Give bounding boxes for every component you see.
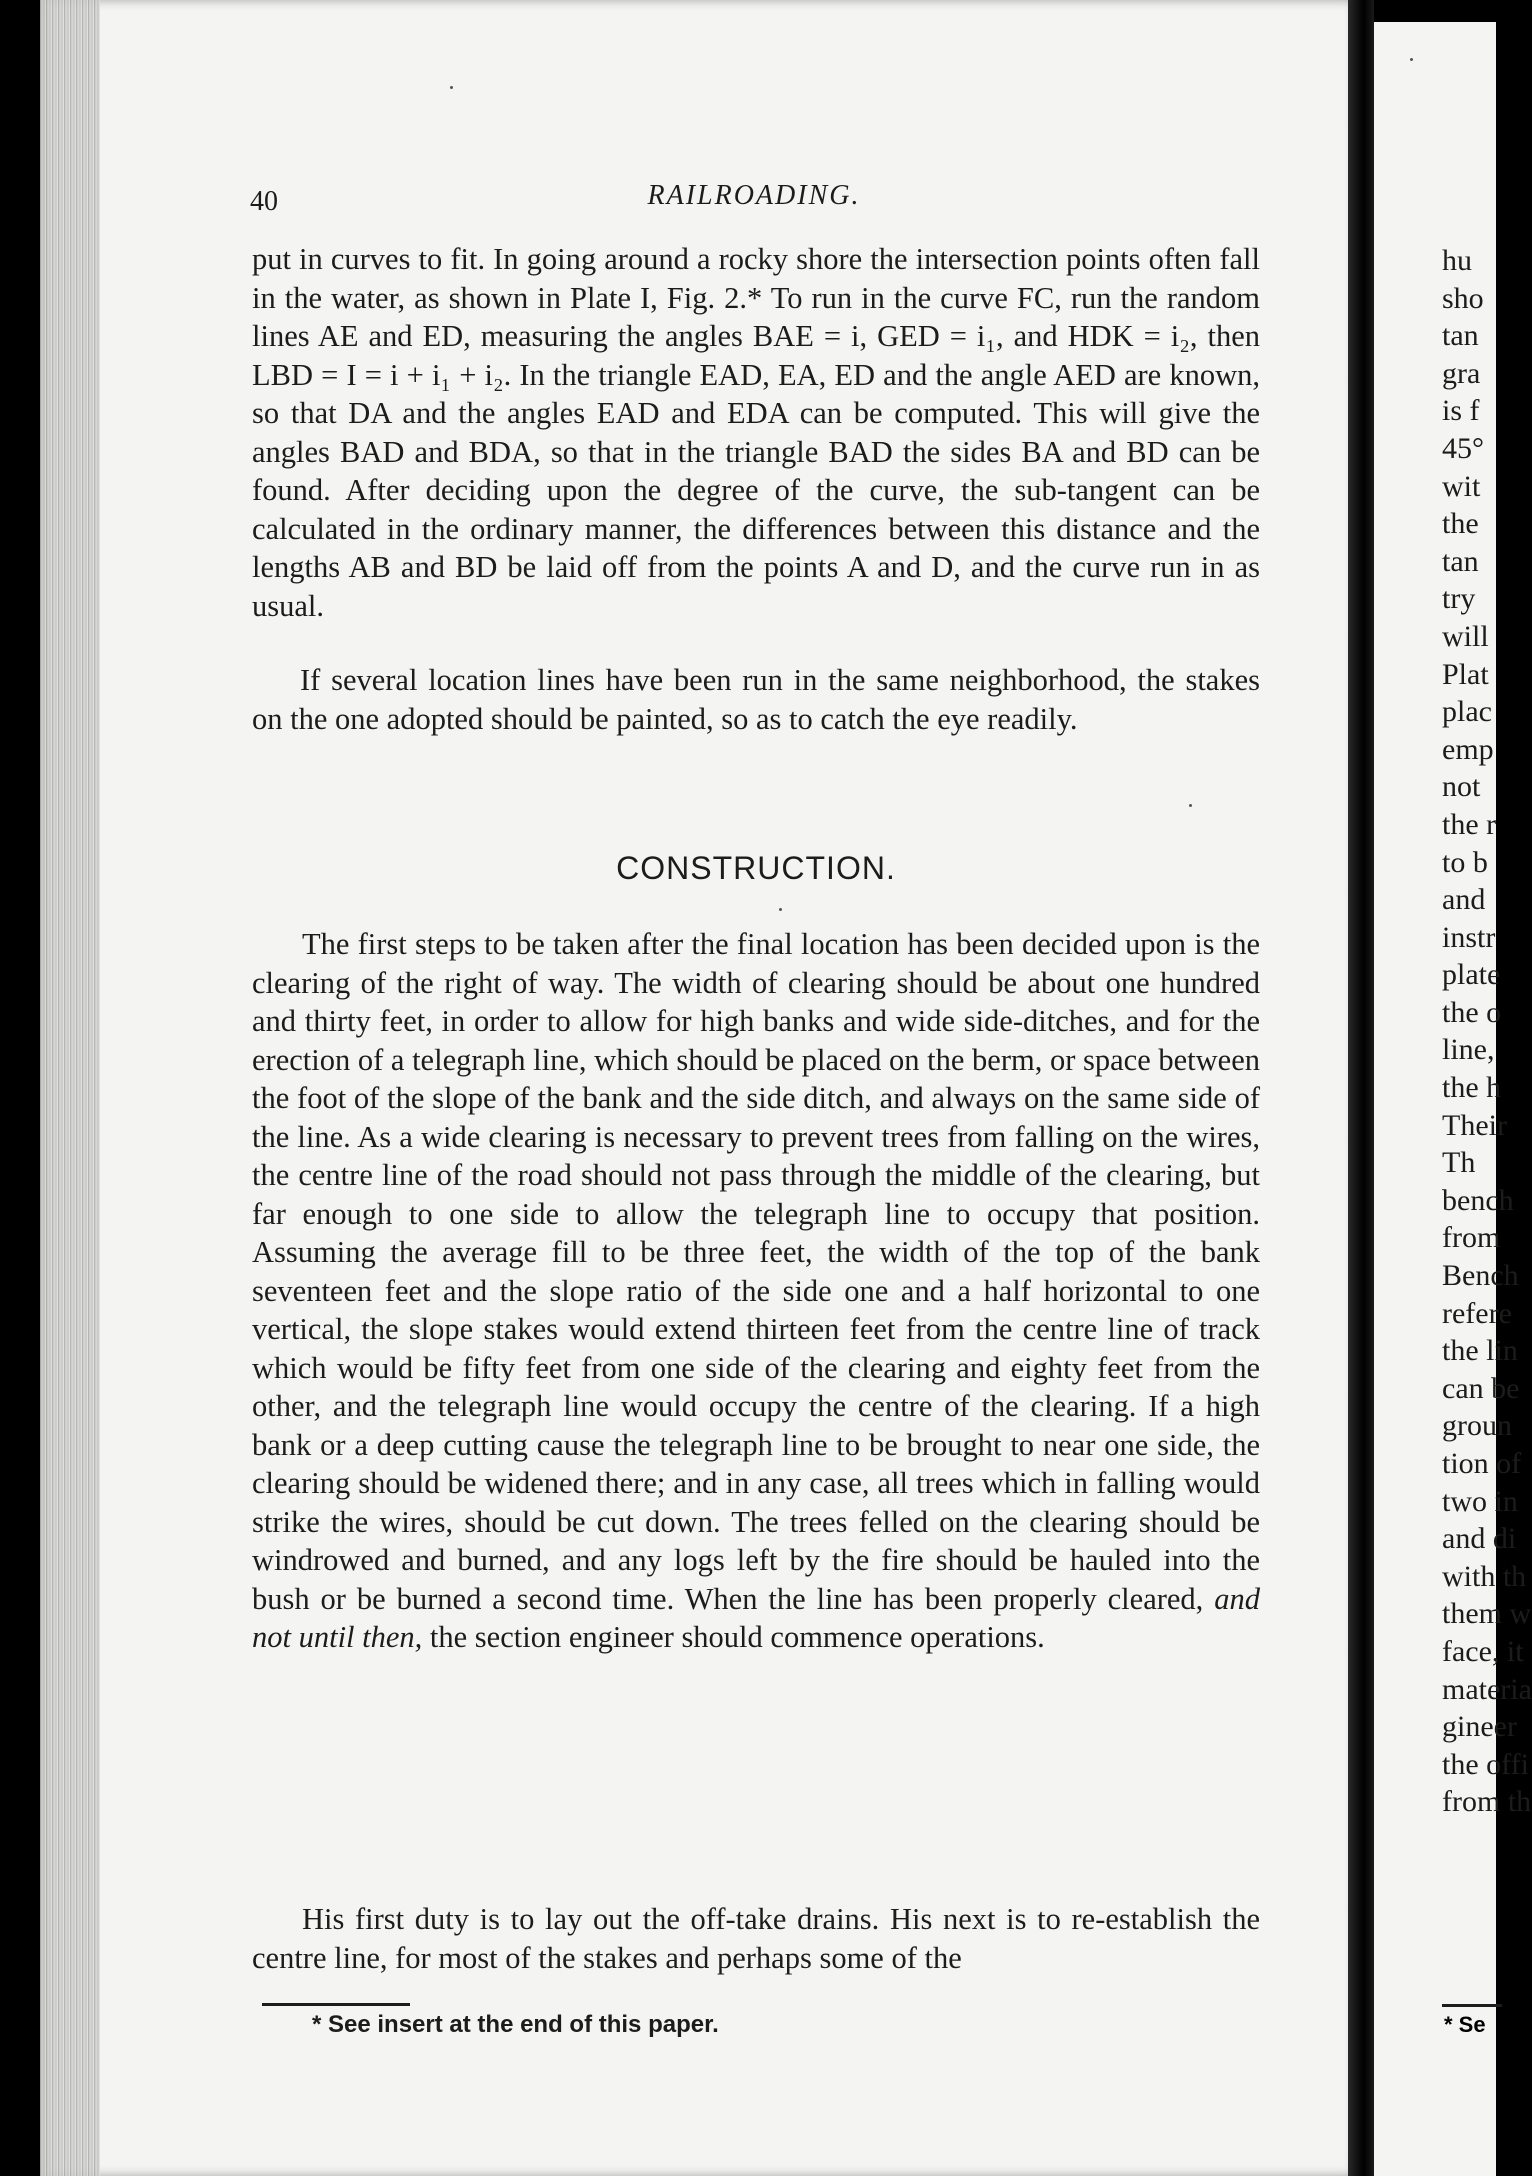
paper-speck [1410, 58, 1413, 61]
right-page-line-fragment: hu [1442, 244, 1472, 277]
right-page-line-fragment: will [1442, 619, 1489, 653]
right-page-line-fragment: 45° [1442, 431, 1484, 465]
paragraph-text: If several location lines have been run in the same neighborhood, the stakes on the one adopted should be painted, so as to catch the eye readily. [252, 663, 1260, 736]
right-page-line-fragment: bench [1442, 1183, 1514, 1217]
right-page-line-fragment: gra [1442, 356, 1481, 390]
paper-speck [779, 908, 782, 911]
right-page-line-fragment: from [1442, 1221, 1501, 1255]
paragraph-curves [252, 240, 1260, 625]
right-page-line-fragment: try [1442, 582, 1476, 616]
right-page-line-fragment: tan [1442, 319, 1479, 353]
right-page-line-fragment: from th [1442, 1785, 1532, 1819]
paper-speck [450, 86, 453, 89]
footnote-rule [262, 2003, 410, 2006]
footnote: * See insert at the end of this paper. [312, 2011, 719, 2038]
right-page-line-fragment: tion of [1442, 1447, 1522, 1480]
paper-speck [1189, 804, 1192, 807]
right-page-line-fragment: the offi [1442, 1747, 1529, 1781]
right-page-line-fragment: them w [1442, 1597, 1532, 1631]
right-page-text-fragments [1442, 242, 1532, 1821]
right-page-line-fragment: and [1442, 883, 1486, 917]
right-page-line-fragment: instr [1442, 920, 1496, 954]
right-page-line-fragment: emp [1442, 732, 1494, 766]
paragraph-text: His first duty is to lay out the off-take drains. His next is to re-establish the centre line, for most of the stakes and perhaps some of the [252, 1902, 1260, 1975]
right-page-line-fragment: refere [1442, 1296, 1512, 1330]
right-page-line-fragment: plate [1442, 958, 1501, 992]
right-page-line-fragment: to b [1442, 845, 1488, 879]
running-head [250, 180, 1258, 220]
right-page-line-fragment: face, it [1442, 1634, 1524, 1668]
right-page-line-fragment: and di [1442, 1522, 1517, 1556]
right-page-line-fragment: the lin [1442, 1334, 1518, 1368]
right-page-line-fragment: not [1442, 770, 1481, 804]
right-footnote-rule [1442, 2004, 1502, 2007]
paragraph-stakes [252, 661, 1260, 738]
section-heading: CONSTRUCTION. [616, 850, 896, 886]
page-number: 40 [250, 186, 278, 217]
paragraph-clearing [252, 925, 1260, 1657]
right-page-line-fragment: Th [1442, 1146, 1476, 1180]
paragraph-text-part: The first steps to be taken after the final location has been decided upon is the clearing of the right of way. The width of clearing should be about one hundred and thirty feet, in order to allow for high banks and wide side-ditches, and for the erection of a telegraph line, which should be placed on the berm, or space between the foot of the slope of the bank and the side ditch, and always on the same side of the line. As a wide clearing is necessary to prevent trees from falling on the wires, the centre line of the road should not pass through the middle of the clearing, but far enough to one side to allow the telegraph line to occupy that position. Assuming the average fill to be three feet, the width of the top of the bank seventeen feet and the slope ratio of the side one and a half horizontal to one vertical, the slope stakes would extend thirteen feet from the centre line of track which would be fifty feet from one side of the clearing and eighty feet from the other, and the telegraph line would occupy the centre of the clearing. If a high bank or a deep cutting cause the telegraph line to be brought to near one side, the clearing should be widened there; and in any case, all trees which in falling would strike the wires, should be cut down. The trees felled on the clearing should be windrowed and burned, and any logs left by the fire should be hauled into the bush or be burned a second time. When the line has been properly cleared, [252, 927, 1260, 1616]
right-page-line-fragment: the o [1442, 995, 1502, 1029]
emphasis-text: and not until then, [252, 1581, 1261, 1654]
paragraph-first-duty [252, 1900, 1260, 1977]
right-footnote: * Se [1444, 2012, 1486, 2037]
running-title: RAILROADING. [647, 180, 861, 211]
paragraph-text-part: the section engineer should commence operations. [429, 1620, 1045, 1654]
right-page-line-fragment: the [1442, 507, 1479, 541]
right-page-line-fragment: materia [1442, 1672, 1532, 1706]
right-page-line-fragment: Their [1442, 1108, 1507, 1142]
right-page-line-fragment: the h [1442, 1071, 1502, 1105]
right-page-line-fragment: tan [1442, 544, 1479, 578]
right-page-line-fragment: is f [1442, 394, 1480, 428]
paragraph-text [252, 925, 1260, 1657]
paragraph-text: put in curves to fit. In going around a rocky shore the intersection points often fall in the water, as shown in Plate I, Fig. 2.* To run in the curve FC, run the random lines AE and ED, measuring the angles BAE = i, GED = i₁, and HDK = i₂, then LBD = I = i + i₁ + i₂. In the triangle EAD, EA, ED and the angle AED are known, so that DA and the angles EAD and EDA can be computed. This will give the angles BAD and BDA, so that in the triangle BAD the sides BA and BD can be found. After deciding upon the degree of the curve, the sub-tangent can be calculated in the ordinary manner, the differences between this distance and the lengths AB and BD be laid off from the points A and D, and the curve run in as usual. [252, 242, 1260, 623]
right-page-line-fragment: can be [1442, 1371, 1520, 1405]
right-page-line-fragment: Bench [1442, 1259, 1519, 1293]
right-page-line-fragment: sho [1442, 281, 1484, 315]
right-page-line-fragment: wit [1442, 469, 1481, 503]
right-page-line-fragment: Plat [1442, 657, 1489, 691]
right-page-line-fragment: the r [1442, 807, 1497, 841]
right-page-line-fragment: with th [1442, 1559, 1527, 1593]
page-edges [40, 0, 100, 2176]
book-gutter [1348, 0, 1374, 2176]
right-page-line-fragment: two in [1442, 1484, 1518, 1518]
right-page-line-fragment: groun [1442, 1409, 1512, 1443]
right-page-line-fragment: line, [1442, 1033, 1495, 1067]
right-page-line-fragment: plac [1442, 695, 1492, 729]
right-page-line-fragment: gineer [1442, 1710, 1517, 1744]
